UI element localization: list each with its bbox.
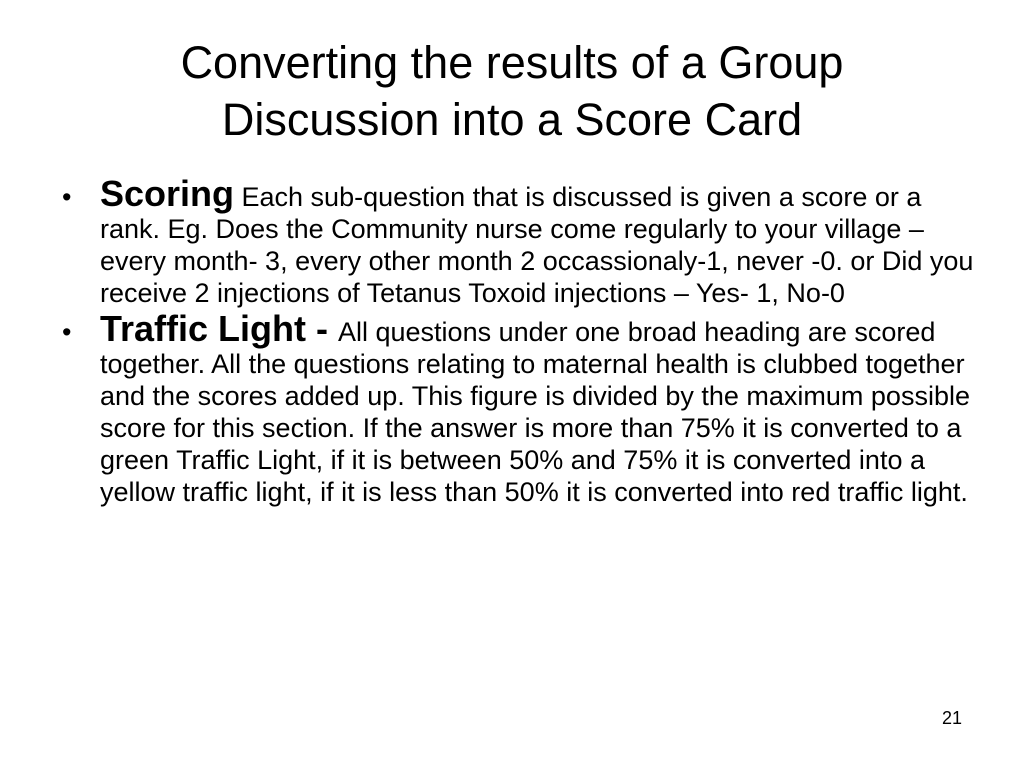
page-number: 21 bbox=[941, 708, 962, 728]
slide-title bbox=[40, 34, 984, 148]
bullet-marker: • bbox=[62, 317, 72, 347]
bullet-list bbox=[62, 173, 974, 512]
bullet-heading-scoring: Scoring bbox=[100, 173, 235, 214]
bullet-marker: • bbox=[62, 182, 72, 212]
bullet-item-traffic-light bbox=[62, 308, 974, 508]
slide-title-line-1: Converting the results of a Group bbox=[180, 37, 844, 88]
bullet-item-scoring bbox=[62, 173, 974, 309]
bullet-text-traffic-light: All questions under one broad heading are scored together. All the questions relating to maternal health is clubbed together and the scores added up. This figure is divided by the maximum possible score for this section. If the answer is more than 75% it is converted to a green Traffic Light, if it is between 50% and 75% it is converted into a yellow traffic light, if it is less than 50% it is converted into red traffic light. bbox=[100, 317, 970, 507]
bullet-text-scoring: Each sub-question that is discussed is given a score or a rank. Eg. Does the Community nurse come regularly to your village – every month- 3, every other month 2 occassionaly-1, never -0. or Did you receive 2 injections of Tetanus Toxoid injections – Yes- 1, No-0 bbox=[100, 182, 974, 308]
bullet-heading-traffic-light: Traffic Light - bbox=[100, 308, 338, 349]
slide-title-line-2: Discussion into a Score Card bbox=[221, 94, 803, 145]
